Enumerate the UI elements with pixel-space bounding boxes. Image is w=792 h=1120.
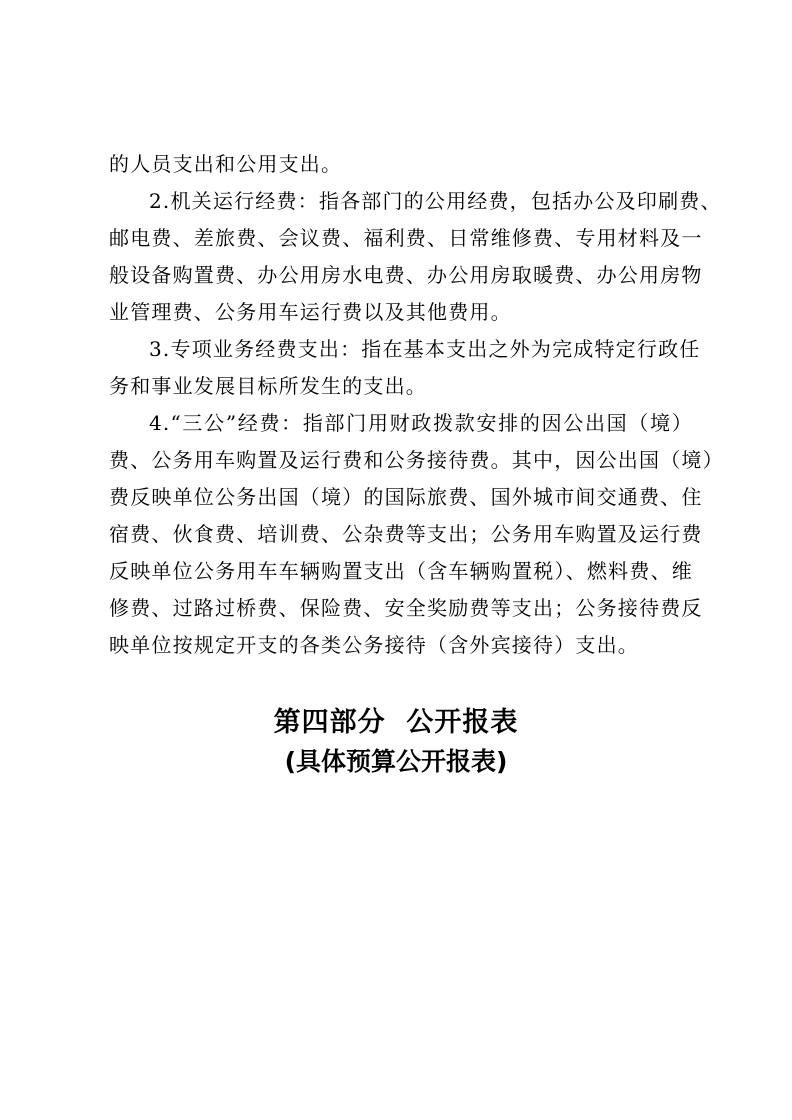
paragraph-line: 反映单位公务用车车辆购置支出（含车辆购置税）、燃料费、维	[109, 559, 693, 583]
paragraph-line: 修费、过路过桥费、保险费、安全奖励费等支出；公务接待费反	[109, 596, 703, 620]
paragraph-line: 宿费、伙食费、培训费、公杂费等支出；公务用车购置及运行费	[109, 522, 703, 546]
paragraph-line: 费、公务用车购置及运行费和公务接待费。其中，因公出国（境）	[109, 448, 724, 472]
body-text	[109, 146, 724, 664]
section-title: 第四部分 公开报表	[273, 707, 519, 738]
paragraph-line: 邮电费、差旅费、会议费、福利费、日常维修费、专用材料及一	[109, 226, 703, 250]
paragraph-line: 映单位按规定开支的各类公务接待（含外宾接待）支出。	[109, 633, 639, 657]
paragraph-line: 3.专项业务经费支出：指在基本支出之外为完成特定行政任	[149, 337, 701, 361]
paragraph-line: 的人员支出和公用支出。	[109, 152, 343, 176]
paragraph-line: 2.机关运行经费：指各部门的公用经费，包括办公及印刷费、	[149, 189, 722, 213]
paragraph-line: 费反映单位公务出国（境）的国际旅费、国外城市间交通费、住	[109, 485, 703, 509]
paragraph-line: 般设备购置费、办公用房水电费、办公用房取暖费、办公用房物	[109, 263, 703, 287]
section-subtitle: (具体预算公开报表)	[284, 747, 508, 776]
paragraph-line: 业管理费、公务用车运行费以及其他费用。	[109, 300, 512, 324]
paragraph-line: 务和事业发展目标所发生的支出。	[109, 374, 427, 398]
paragraph-line: 4.“三公”经费：指部门用财政拨款安排的因公出国（境）	[149, 411, 693, 435]
